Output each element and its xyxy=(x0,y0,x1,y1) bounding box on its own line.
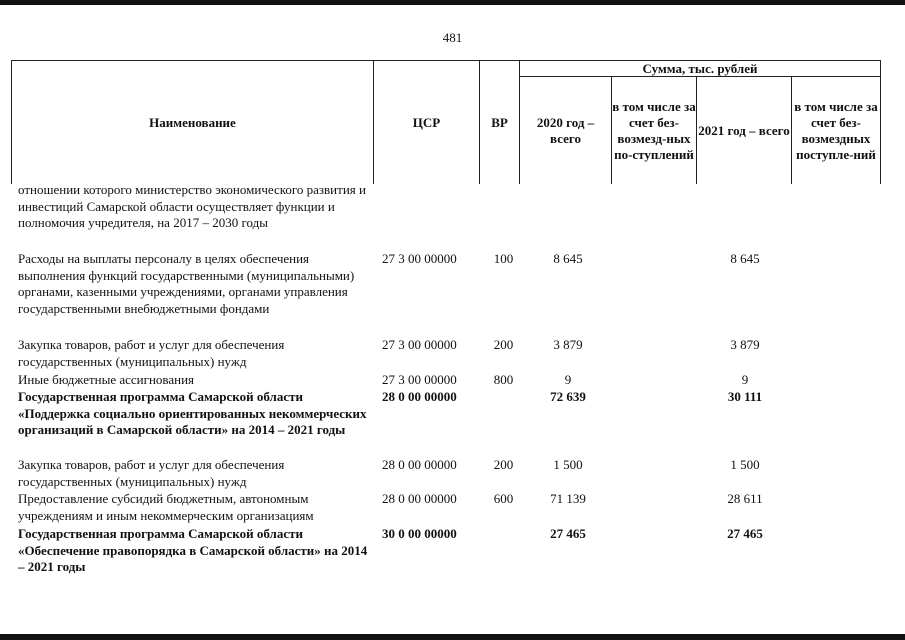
row-vr: 600 xyxy=(493,491,514,506)
row-2021: 27 465 xyxy=(727,526,763,541)
row-2021: 3 879 xyxy=(730,337,760,352)
scan-bottom-border xyxy=(0,634,905,640)
row-vr: 800 xyxy=(493,372,514,387)
row-csr: 27 3 00 00000 xyxy=(382,251,457,266)
scan-top-border xyxy=(0,0,905,5)
row-2021: 30 111 xyxy=(727,389,763,404)
row-csr: 28 0 00 00000 xyxy=(382,457,457,472)
row-2020: 3 879 xyxy=(553,337,583,352)
row-csr: 30 0 00 00000 xyxy=(382,526,457,541)
header-sum-group: Сумма, тыс. рублей xyxy=(642,60,758,76)
header-2020-total: 2020 год – всего xyxy=(536,114,595,146)
row-2020: 9 xyxy=(564,372,572,387)
page-number: 481 xyxy=(442,30,463,45)
header-2021-total: 2021 год – всего xyxy=(698,122,790,138)
row-csr: 28 0 00 00000 xyxy=(382,389,457,404)
row-name: Закупка товаров, работ и услуг для обеспечения государственных (муниципальных) нужд xyxy=(18,337,285,369)
table-header xyxy=(11,60,881,184)
row-vr: 200 xyxy=(493,457,514,472)
row-name: Закупка товаров, работ и услуг для обеспечения государственных (муниципальных) нужд xyxy=(18,457,285,489)
header-2021-free: в том числе за счет без-возмездных поступле-ний xyxy=(794,98,878,162)
row-2020: 1 500 xyxy=(553,457,583,472)
row-name: Иные бюджетные ассигнования xyxy=(18,372,195,387)
row-vr: 100 xyxy=(493,251,514,266)
row-2020: 72 639 xyxy=(550,389,586,404)
header-name: Наименование xyxy=(149,114,236,130)
row-name: Государственная программа Самарской области «Поддержка социально ориентированных некоммерческих организаций в Самарской области» на 2014 – 2021 годы xyxy=(18,389,367,437)
row-2020: 8 645 xyxy=(553,251,583,266)
row-name: Предоставление субсидий бюджетным, автономным учреждениям и иным некоммерческим организациям xyxy=(18,491,314,523)
row-csr: 27 3 00 00000 xyxy=(382,372,457,387)
row-2020: 27 465 xyxy=(550,526,586,541)
row-name: отношении которого министерство экономического развития и инвестиций Самарской области осуществляет функции и полномочия учредителя, на 2017 – 2030 годы xyxy=(18,182,366,230)
row-2021: 1 500 xyxy=(730,457,760,472)
header-2020-free: в том числе за счет без-возмезд-ных по-ступлений xyxy=(612,98,696,162)
row-name: Государственная программа Самарской области «Обеспечение правопорядка в Самарской области» на 2014 – 2021 годы xyxy=(18,526,368,574)
row-csr: 28 0 00 00000 xyxy=(382,491,457,506)
row-vr: 200 xyxy=(493,337,514,352)
row-name: Расходы на выплаты персоналу в целях обеспечения выполнения функций государственными (муниципальными) органами, казенными учреждениями, органами управления государственными внебюджетными фондами xyxy=(18,251,355,316)
row-2021: 28 611 xyxy=(727,491,763,506)
row-2020: 71 139 xyxy=(550,491,586,506)
row-csr: 27 3 00 00000 xyxy=(382,337,457,352)
header-csr: ЦСР xyxy=(412,114,441,130)
row-2021: 9 xyxy=(741,372,749,387)
header-vr: ВР xyxy=(491,114,508,130)
row-2021: 8 645 xyxy=(730,251,760,266)
